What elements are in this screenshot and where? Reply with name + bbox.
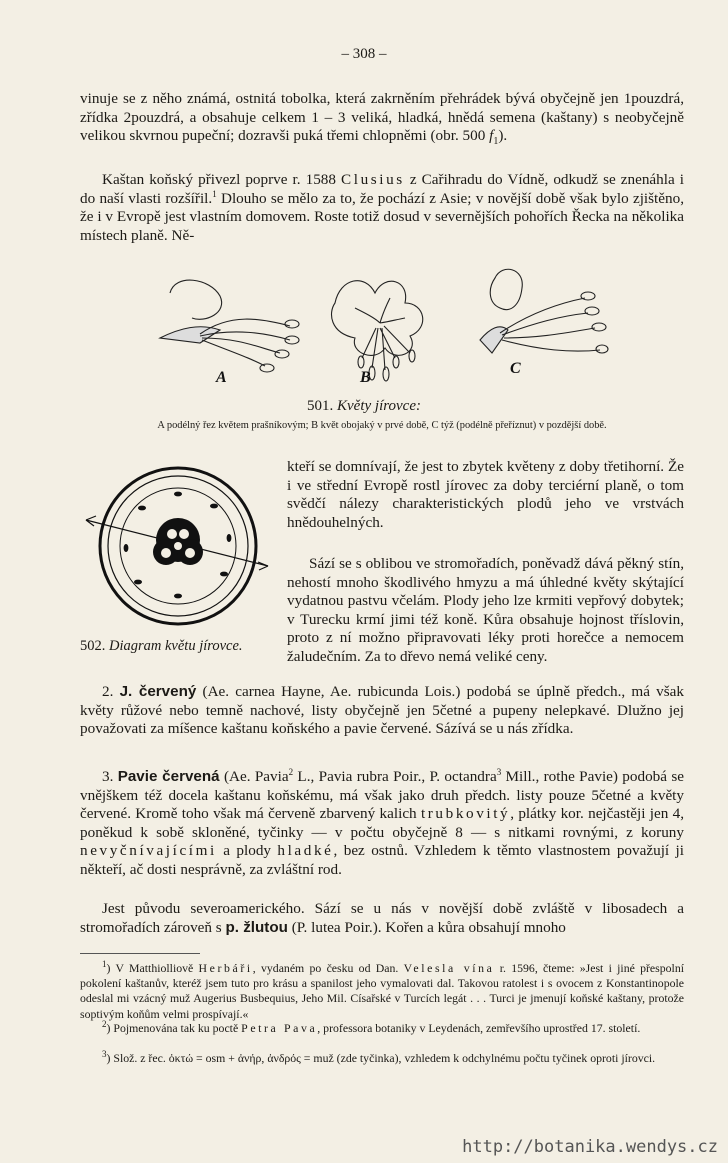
page-number: – 308 – [341, 46, 387, 62]
figure-502-caption: 502. Diagram květu jírovce. [80, 638, 243, 654]
paragraph-origin-pavia: Jest původu severoamerického. Sází se u nás v novější době zvláště v libosadech a stromořadích zároveň s p. žlutou (P. lutea Poir.). Kořen a kůra obsahují mnoho [80, 900, 684, 936]
footnote-3: $^3$) Slož. z řec. ὀκτώ = osm + ἀνήρ, ἀνδρός = muž (zde tyčinka), vzhledem k odchylnému počtu tyčinek oproti jírovci. [102, 1049, 656, 1065]
figure-501-caption: 501. Květy jírovce: [307, 398, 421, 414]
footnote-ref-2: 2 [288, 766, 294, 777]
species-yellow-name: p. žlutou [225, 918, 288, 936]
footnote-divider [80, 953, 200, 954]
fig-label-a: A [216, 369, 227, 386]
flower-illustration-501 [140, 258, 610, 393]
paragraph-capsule: vinuje se z něho známá, ostnitá tobolka, která zakrněním přehrádek bývá obyčejně jen 1pouzdrá, zřídka 2pouzdrá, a obsahuje celkem 1 – 3 veliká, hladká, hnědá semena (kaštany) s neobyčejně velikou skvrnou pupeční; dozravši puká třemi chlopněmi (obr. 500 $f_1$). [80, 90, 684, 148]
column-text-usage: Sází se s oblibou ve stromořadích, poněvadž dává pěkný stín, nehostí mnoho škodlivého hmyzu a má úhledné květy skýtající vydatnou pastvu včelám. Plody jeho lze krmiti vepřový dobytek; v Turecku krmí jimi též koně. Kůra obsahuje hojnost tříslovin, proto z ní možno připravovati léky proti horečce a nemocem žaludečním. Za to dřevo nemá veliké ceny. [287, 555, 684, 665]
person-name: Clusius [341, 171, 405, 188]
fig-label-b: B [360, 369, 371, 386]
footnote-ref-3: 3 [496, 766, 502, 777]
flower-a-petal [170, 280, 222, 319]
source-url[interactable]: http://botanika.wendys.cz [462, 1137, 718, 1157]
species-2-name: J. červený [119, 683, 197, 700]
figure-501-legend: A podélný řez květem prašníkovým; B květ obojaký v prvé době, C týž (podélně přeříznut) v pozdější době. [157, 420, 607, 431]
species-2-entry: 2. J. červený (Ae. carnea Hayne, Ae. rubicunda Lois.) podobá se úplně předch., má však květy růžové nebo temně nachové, listy obyčejně jen 5četné a pupeny nelepkavé. Dlužno jej považovati za míšence kaštanu koňského a pavie červené. Sázívá se u nás zřídka. [80, 683, 684, 738]
fig-label-c: C [510, 360, 521, 377]
species-3-name: Pavie červená [117, 768, 220, 785]
footnote-2: $^2$) Pojmenována tak ku poctě Petra Pava, professora botaniky v Leydenách, zemřevšího uprostřed 17. století. [102, 1019, 641, 1035]
species-3-entry: 3. Pavie červená (Ae. Pavia$^2$ L., Pavia rubra Poir., P. octandra$^3$ Mill., rothe Pavie) podobá se vnějškem též docela kaštanu koňskému, má však jako druh předch. listy pouze 5četné a květy červené. Kromě toho však má červeně zbarvený kalich trubkovitý, plátky kor. nejčastěji jen 4, poněkud k sobě skloněné, tyčinky — v počtu obyčejně 8 — s nitkami rovnými, z koruny nevyčnívajícími a plody hladké, bez ostnů. Vzhledem k těmto vlastnostem považují ji někteří, ač dosti nesprávně, za zvláštní rod. [80, 766, 684, 878]
flower-diagram-502 [82, 458, 270, 630]
paragraph-history: Kaštan koňský přivezl poprve r. 1588 Clusius z Cařihradu do Vídně, odkudž se znenáhla i do naší vlasti rozšířil.$^1$ Dlouho se mělo za to, že pochází z Asie; v novější době však bylo zjištěno, že i v Evropě jest vlastním domovem. Roste totiž dosud v severnějších pohořích Řecka na několika místech planě. Ně- [80, 171, 685, 244]
column-text-origin: kteří se domnívají, že jest to zbytek květeny z doby třetihorní. Že i ve střední Evropě rostl jírovec za doby terciérní planě, o tom svědčí nálezy charakteristických plodů jeho ve vrstvách hnědouhelných. [287, 458, 684, 531]
flower-c-petal [490, 269, 522, 309]
footnote-ref-1: 1 [212, 188, 217, 199]
flower-b-petals [332, 281, 423, 356]
footnote-1: $^1$) V Matthiolliově Herbáři, vydaném po česku od Dan. Velesla vína r. 1596, čteme: »Jest i jiné přespolní pokolení kaštanův, kteréž jsem tuto pro krásu a spanilost jeho vymalovati dal. Takovou ratolest i s ovocem z Konstantinopole odeslal mi vzácný muž Augerius Busbequius, Jeho Mil. Císařské v Turcích legát . . . Turci je jmenují koňské kaštany, protože soptivým koňům velmi prospívají.« [80, 959, 684, 1021]
